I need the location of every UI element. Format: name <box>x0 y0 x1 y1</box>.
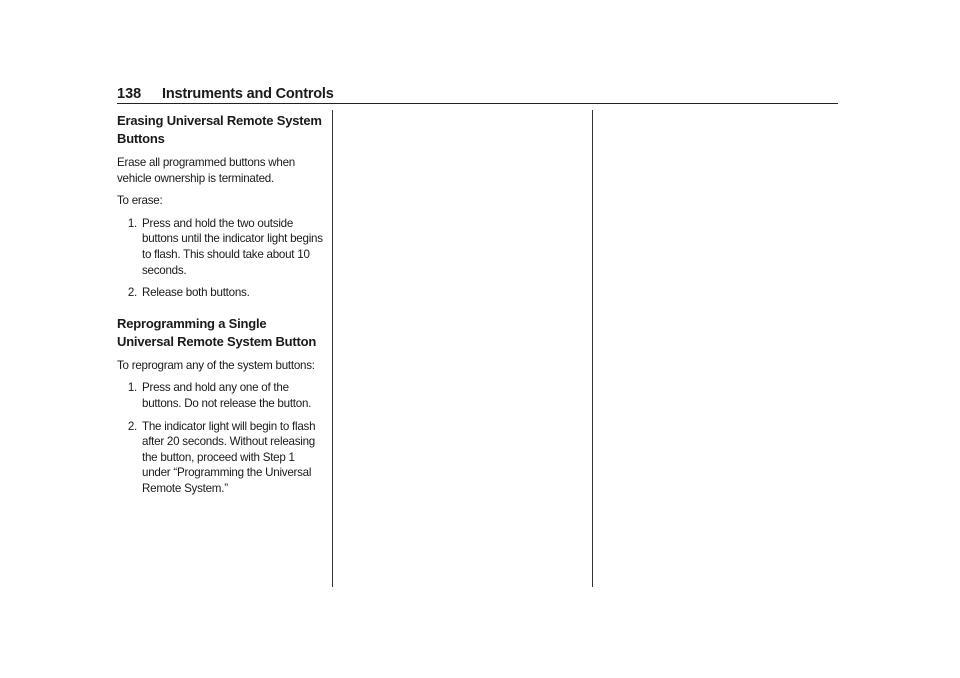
column-divider <box>332 110 333 587</box>
section-erasing-buttons <box>117 112 325 301</box>
steps-list <box>117 380 325 496</box>
step-number: 2. <box>127 286 137 300</box>
steps-lead: To erase: <box>117 194 163 208</box>
column-divider <box>592 110 593 587</box>
step-text: Press and hold any one of the buttons. Do not release the button. <box>142 381 312 410</box>
chapter-title: Instruments and Controls <box>162 86 334 102</box>
section-heading: Erasing Universal Remote System Buttons <box>117 113 322 146</box>
left-column <box>117 112 325 507</box>
step-text: Press and hold the two outside buttons until the indicator light begins to flash. This should take about 10 seconds. <box>142 216 323 277</box>
step-number: 1. <box>127 216 137 230</box>
step-number: 2. <box>127 419 137 433</box>
list-item <box>117 285 325 301</box>
section-reprogramming-button <box>117 315 325 497</box>
step-text: Release both buttons. <box>142 286 250 300</box>
page-number: 138 <box>117 86 142 102</box>
steps-list <box>117 216 325 301</box>
section-heading: Reprogramming a Single Universal Remote System Button <box>117 315 317 349</box>
section-intro: Erase all programmed buttons when vehicle ownership is terminated. <box>117 156 295 185</box>
list-item <box>117 380 325 411</box>
step-number: 1. <box>127 381 137 395</box>
list-item <box>117 216 325 278</box>
list-item <box>117 419 325 497</box>
steps-lead: To reprogram any of the system buttons: <box>117 358 315 372</box>
step-text: The indicator light will begin to flash after 20 seconds. Without releasing the button, proceed with Step 1 under “Programming the Universal Remote System.” <box>142 419 316 495</box>
page-header <box>117 84 838 104</box>
